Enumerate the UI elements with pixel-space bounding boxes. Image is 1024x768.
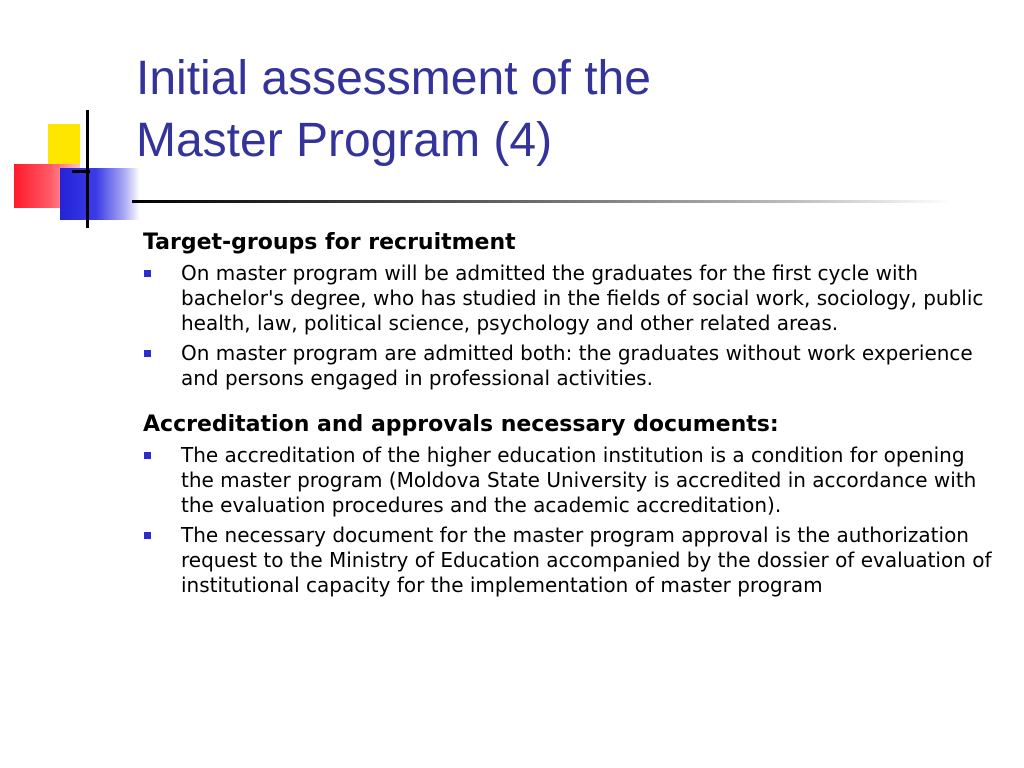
- short-line-decoration: [72, 170, 90, 173]
- title-underline: [132, 200, 952, 203]
- bullet-item: [143, 523, 993, 598]
- blue-gradient-decoration: [60, 168, 140, 220]
- slide-title: [136, 48, 651, 172]
- vertical-line-decoration: [86, 110, 89, 228]
- bullet-item: [143, 261, 993, 336]
- section-heading-text: Accreditation and approvals necessary documents: [143, 412, 770, 437]
- section-heading: [143, 408, 993, 442]
- title-line-1: Initial assessment of the: [136, 52, 651, 105]
- title-line-2: Master Program (4): [136, 114, 553, 167]
- bullet-text: On master program are admitted both: the graduates without work experience and persons engaged in professional activities.: [181, 341, 973, 390]
- bullet-list: [143, 261, 993, 391]
- section-heading-text: Target-groups for recruitment: [143, 230, 516, 255]
- square-bullet-icon: [144, 452, 151, 459]
- bullet-text: On master program will be admitted the graduates for the first cycle with bachelor's degree, who has studied in the fields of social work, sociology, public health, law, political science, psychology and other related areas.: [181, 261, 984, 335]
- bullet-item: [143, 341, 993, 391]
- section-accreditation: [143, 408, 993, 598]
- yellow-square-decoration: [48, 124, 80, 164]
- section-target-groups: [143, 226, 993, 391]
- bullet-text: The accreditation of the higher education institution is a condition for opening the master program (Moldova State University is accredited in accordance with the evaluation procedures and the academic accreditation).: [181, 443, 977, 517]
- slide-body: [143, 226, 993, 603]
- square-bullet-icon: [144, 270, 151, 277]
- bullet-list: [143, 443, 993, 598]
- square-bullet-icon: [144, 350, 151, 357]
- section-heading-suffix: :: [769, 412, 779, 437]
- bullet-item: [143, 443, 993, 518]
- bullet-text: The necessary document for the master program approval is the authorization request to the Ministry of Education accompanied by the dossier of evaluation of institutional capacity for the implementation of master program: [181, 523, 992, 597]
- square-bullet-icon: [144, 532, 151, 539]
- corner-ornament: [0, 0, 150, 240]
- section-heading: [143, 226, 993, 260]
